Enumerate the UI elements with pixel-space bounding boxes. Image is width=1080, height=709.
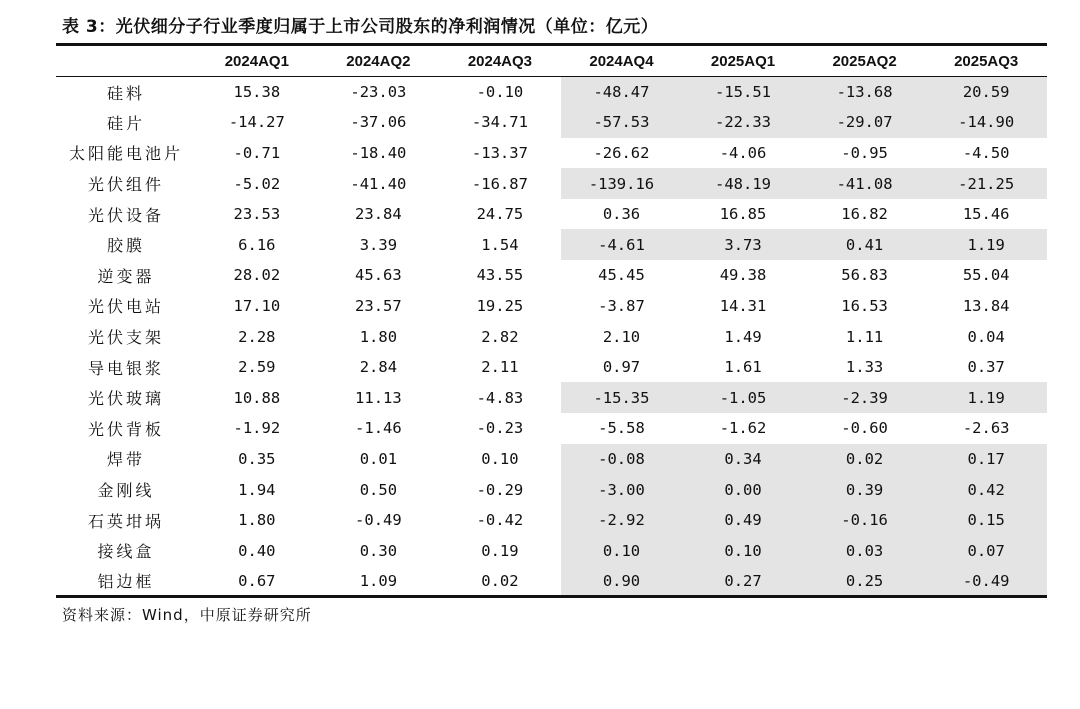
table-cell: -139.16 bbox=[561, 168, 683, 199]
table-row bbox=[56, 168, 1047, 199]
table-cell: -41.40 bbox=[350, 174, 407, 193]
table-cell: 0.35 bbox=[238, 449, 276, 468]
table-row bbox=[56, 199, 1047, 230]
table-cell: 1.49 bbox=[724, 327, 762, 346]
table-cell: -3.87 bbox=[598, 296, 645, 315]
table-cell: -0.16 bbox=[804, 505, 926, 536]
table-cell: 0.34 bbox=[682, 444, 804, 475]
table-cell: 3.39 bbox=[359, 235, 398, 254]
table-row bbox=[56, 382, 1047, 413]
table-cell: -26.62 bbox=[593, 143, 650, 162]
table-cell: 0.01 bbox=[359, 449, 398, 468]
table-cell: 1.80 bbox=[359, 327, 398, 346]
table-cell: -1.46 bbox=[355, 419, 402, 438]
table-row bbox=[56, 260, 1047, 291]
table-cell: -1.05 bbox=[682, 382, 804, 413]
header-cell: 2024AQ2 bbox=[318, 45, 440, 77]
table-row bbox=[56, 505, 1047, 536]
table-cell: -14.27 bbox=[228, 113, 285, 132]
table-cell: -34.71 bbox=[471, 113, 528, 132]
table-cell: 14.31 bbox=[719, 296, 767, 315]
table-header-row bbox=[56, 45, 1047, 77]
table-cell: 56.83 bbox=[841, 266, 888, 285]
table-cell: -1.62 bbox=[719, 419, 767, 438]
table-cell: 13.84 bbox=[962, 296, 1010, 315]
profit-table-container bbox=[56, 43, 1047, 598]
table-cell: 2.28 bbox=[238, 327, 276, 346]
table-row bbox=[56, 138, 1047, 169]
table-cell: 45.45 bbox=[598, 266, 645, 285]
table-cell: 0.40 bbox=[238, 541, 276, 560]
row-label: 焊带 bbox=[107, 450, 146, 470]
table-cell: 0.27 bbox=[682, 566, 804, 597]
table-cell: 23.53 bbox=[233, 205, 281, 224]
table-cell: 0.02 bbox=[439, 566, 561, 597]
table-cell: -5.02 bbox=[233, 174, 281, 193]
table-cell: 55.04 bbox=[962, 266, 1010, 285]
table-cell: 1.11 bbox=[845, 327, 884, 346]
table-cell: 1.54 bbox=[481, 235, 519, 254]
table-row bbox=[56, 352, 1047, 383]
row-label: 光伏支架 bbox=[88, 328, 165, 348]
table-cell: -2.39 bbox=[804, 382, 926, 413]
table-cell: -4.61 bbox=[561, 229, 683, 260]
table-row bbox=[56, 77, 1047, 108]
table-cell: -0.10 bbox=[476, 83, 524, 102]
table-cell: 0.03 bbox=[804, 535, 926, 566]
table-cell: -3.00 bbox=[561, 474, 683, 505]
row-label: 太阳能电池片 bbox=[69, 144, 184, 164]
table-cell: -0.23 bbox=[476, 419, 524, 438]
table-row bbox=[56, 535, 1047, 566]
table-cell: -16.87 bbox=[471, 174, 528, 193]
row-label: 导电银浆 bbox=[88, 358, 165, 378]
table-cell: 1.19 bbox=[925, 382, 1047, 413]
table-cell: 17.10 bbox=[233, 296, 281, 315]
table-cell: -37.06 bbox=[350, 113, 407, 132]
table-row bbox=[56, 321, 1047, 352]
table-cell: 28.02 bbox=[233, 266, 281, 285]
row-label: 硅料 bbox=[107, 83, 146, 103]
table-cell: -15.51 bbox=[682, 77, 804, 108]
table-cell: -21.25 bbox=[925, 168, 1047, 199]
table-cell: 2.59 bbox=[238, 358, 276, 377]
table-cell: 0.19 bbox=[481, 541, 519, 560]
row-label: 光伏背板 bbox=[88, 419, 165, 439]
table-cell: -0.49 bbox=[925, 566, 1047, 597]
table-cell: 0.10 bbox=[682, 535, 804, 566]
row-label: 胶膜 bbox=[107, 236, 146, 256]
row-label: 光伏设备 bbox=[88, 205, 165, 225]
table-cell: 3.73 bbox=[682, 229, 804, 260]
table-body bbox=[56, 77, 1047, 597]
table-cell: 0.39 bbox=[804, 474, 926, 505]
table-cell: 0.42 bbox=[925, 474, 1047, 505]
table-cell: -2.63 bbox=[962, 419, 1010, 438]
table-cell: 15.38 bbox=[233, 83, 281, 102]
table-cell: -4.83 bbox=[476, 388, 524, 407]
table-cell: 1.80 bbox=[238, 511, 276, 530]
table-cell: -1.92 bbox=[233, 419, 281, 438]
table-cell: -2.92 bbox=[561, 505, 683, 536]
table-cell: 0.02 bbox=[804, 444, 926, 475]
source-note: 资料来源：Wind，中原证券研究所 bbox=[62, 606, 312, 624]
table-cell: 0.00 bbox=[682, 474, 804, 505]
table-cell: -13.68 bbox=[804, 77, 926, 108]
table-cell: 10.88 bbox=[233, 388, 281, 407]
row-label: 金刚线 bbox=[97, 481, 155, 501]
table-cell: 0.49 bbox=[682, 505, 804, 536]
table-cell: 0.30 bbox=[359, 541, 398, 560]
table-cell: 2.11 bbox=[481, 358, 519, 377]
table-cell: 0.07 bbox=[925, 535, 1047, 566]
header-cell: 2025AQ3 bbox=[925, 45, 1047, 77]
table-cell: 16.53 bbox=[841, 296, 888, 315]
header-cell: 2024AQ4 bbox=[561, 45, 683, 77]
table-cell: 0.10 bbox=[481, 449, 519, 468]
table-cell: 16.82 bbox=[841, 205, 888, 224]
table-cell: 0.10 bbox=[561, 535, 683, 566]
table-cell: -18.40 bbox=[350, 143, 407, 162]
table-cell: 0.15 bbox=[925, 505, 1047, 536]
table-cell: 2.84 bbox=[359, 358, 398, 377]
table-row bbox=[56, 413, 1047, 444]
table-row bbox=[56, 107, 1047, 138]
table-row bbox=[56, 474, 1047, 505]
row-label: 逆变器 bbox=[97, 266, 155, 286]
header-cell: 2025AQ1 bbox=[682, 45, 804, 77]
table-cell: -41.08 bbox=[804, 168, 926, 199]
table-cell: 19.25 bbox=[476, 296, 524, 315]
row-label: 石英坩埚 bbox=[88, 511, 165, 531]
table-cell: -4.50 bbox=[962, 143, 1010, 162]
table-cell: 24.75 bbox=[476, 205, 524, 224]
table-cell: -0.08 bbox=[561, 444, 683, 475]
row-label: 光伏组件 bbox=[88, 175, 165, 195]
table-cell: -22.33 bbox=[682, 107, 804, 138]
profit-table bbox=[56, 43, 1047, 598]
table-cell: 0.17 bbox=[925, 444, 1047, 475]
table-cell: -0.42 bbox=[476, 511, 524, 530]
table-cell: 16.85 bbox=[719, 205, 767, 224]
table-row bbox=[56, 291, 1047, 322]
table-cell: -0.49 bbox=[355, 511, 402, 530]
table-cell: -0.95 bbox=[841, 143, 888, 162]
table-cell: -29.07 bbox=[804, 107, 926, 138]
header-cell-label bbox=[56, 45, 196, 77]
row-label: 硅片 bbox=[107, 113, 146, 133]
table-row bbox=[56, 444, 1047, 475]
table-cell: 1.33 bbox=[845, 358, 884, 377]
table-cell: -0.71 bbox=[233, 143, 281, 162]
table-cell: 0.67 bbox=[196, 566, 318, 597]
table-cell: 43.55 bbox=[476, 266, 524, 285]
table-cell: 45.63 bbox=[355, 266, 402, 285]
table-row bbox=[56, 566, 1047, 597]
table-cell: 1.61 bbox=[724, 358, 762, 377]
table-cell: 2.82 bbox=[481, 327, 519, 346]
table-cell: 0.36 bbox=[602, 205, 641, 224]
row-label: 光伏玻璃 bbox=[88, 389, 165, 409]
table-cell: -0.29 bbox=[476, 480, 524, 499]
table-cell: 1.19 bbox=[925, 229, 1047, 260]
table-cell: -0.60 bbox=[841, 419, 888, 438]
table-cell: -48.19 bbox=[682, 168, 804, 199]
table-cell: -57.53 bbox=[561, 107, 683, 138]
table-cell: 0.25 bbox=[804, 566, 926, 597]
table-cell: -5.58 bbox=[598, 419, 645, 438]
row-label: 接线盒 bbox=[97, 542, 155, 562]
header-cell: 2024AQ1 bbox=[196, 45, 318, 77]
table-cell: 2.10 bbox=[602, 327, 641, 346]
header-cell: 2025AQ2 bbox=[804, 45, 926, 77]
table-cell: 0.50 bbox=[359, 480, 398, 499]
row-label: 铝边框 bbox=[56, 566, 196, 597]
table-cell: 23.84 bbox=[355, 205, 402, 224]
table-cell: 6.16 bbox=[238, 235, 276, 254]
table-cell: 20.59 bbox=[925, 77, 1047, 108]
table-cell: 15.46 bbox=[962, 205, 1010, 224]
table-cell: -15.35 bbox=[561, 382, 683, 413]
header-cell: 2024AQ3 bbox=[439, 45, 561, 77]
table-cell: -4.06 bbox=[719, 143, 767, 162]
table-cell: 0.41 bbox=[804, 229, 926, 260]
table-cell: 0.90 bbox=[561, 566, 683, 597]
table-cell: -23.03 bbox=[350, 83, 407, 102]
table-cell: 0.37 bbox=[967, 358, 1005, 377]
table-title: 表 3：光伏细分子行业季度归属于上市公司股东的净利润情况（单位：亿元） bbox=[62, 17, 659, 37]
table-cell: -13.37 bbox=[471, 143, 528, 162]
row-label: 光伏电站 bbox=[88, 297, 165, 317]
table-cell: 49.38 bbox=[719, 266, 767, 285]
table-cell: -14.90 bbox=[925, 107, 1047, 138]
table-cell: 1.09 bbox=[318, 566, 440, 597]
table-cell: -48.47 bbox=[561, 77, 683, 108]
table-cell: 0.04 bbox=[967, 327, 1005, 346]
table-cell: 23.57 bbox=[355, 296, 402, 315]
table-cell: 0.97 bbox=[602, 358, 641, 377]
table-cell: 1.94 bbox=[238, 480, 276, 499]
table-row bbox=[56, 229, 1047, 260]
table-cell: 11.13 bbox=[355, 388, 402, 407]
